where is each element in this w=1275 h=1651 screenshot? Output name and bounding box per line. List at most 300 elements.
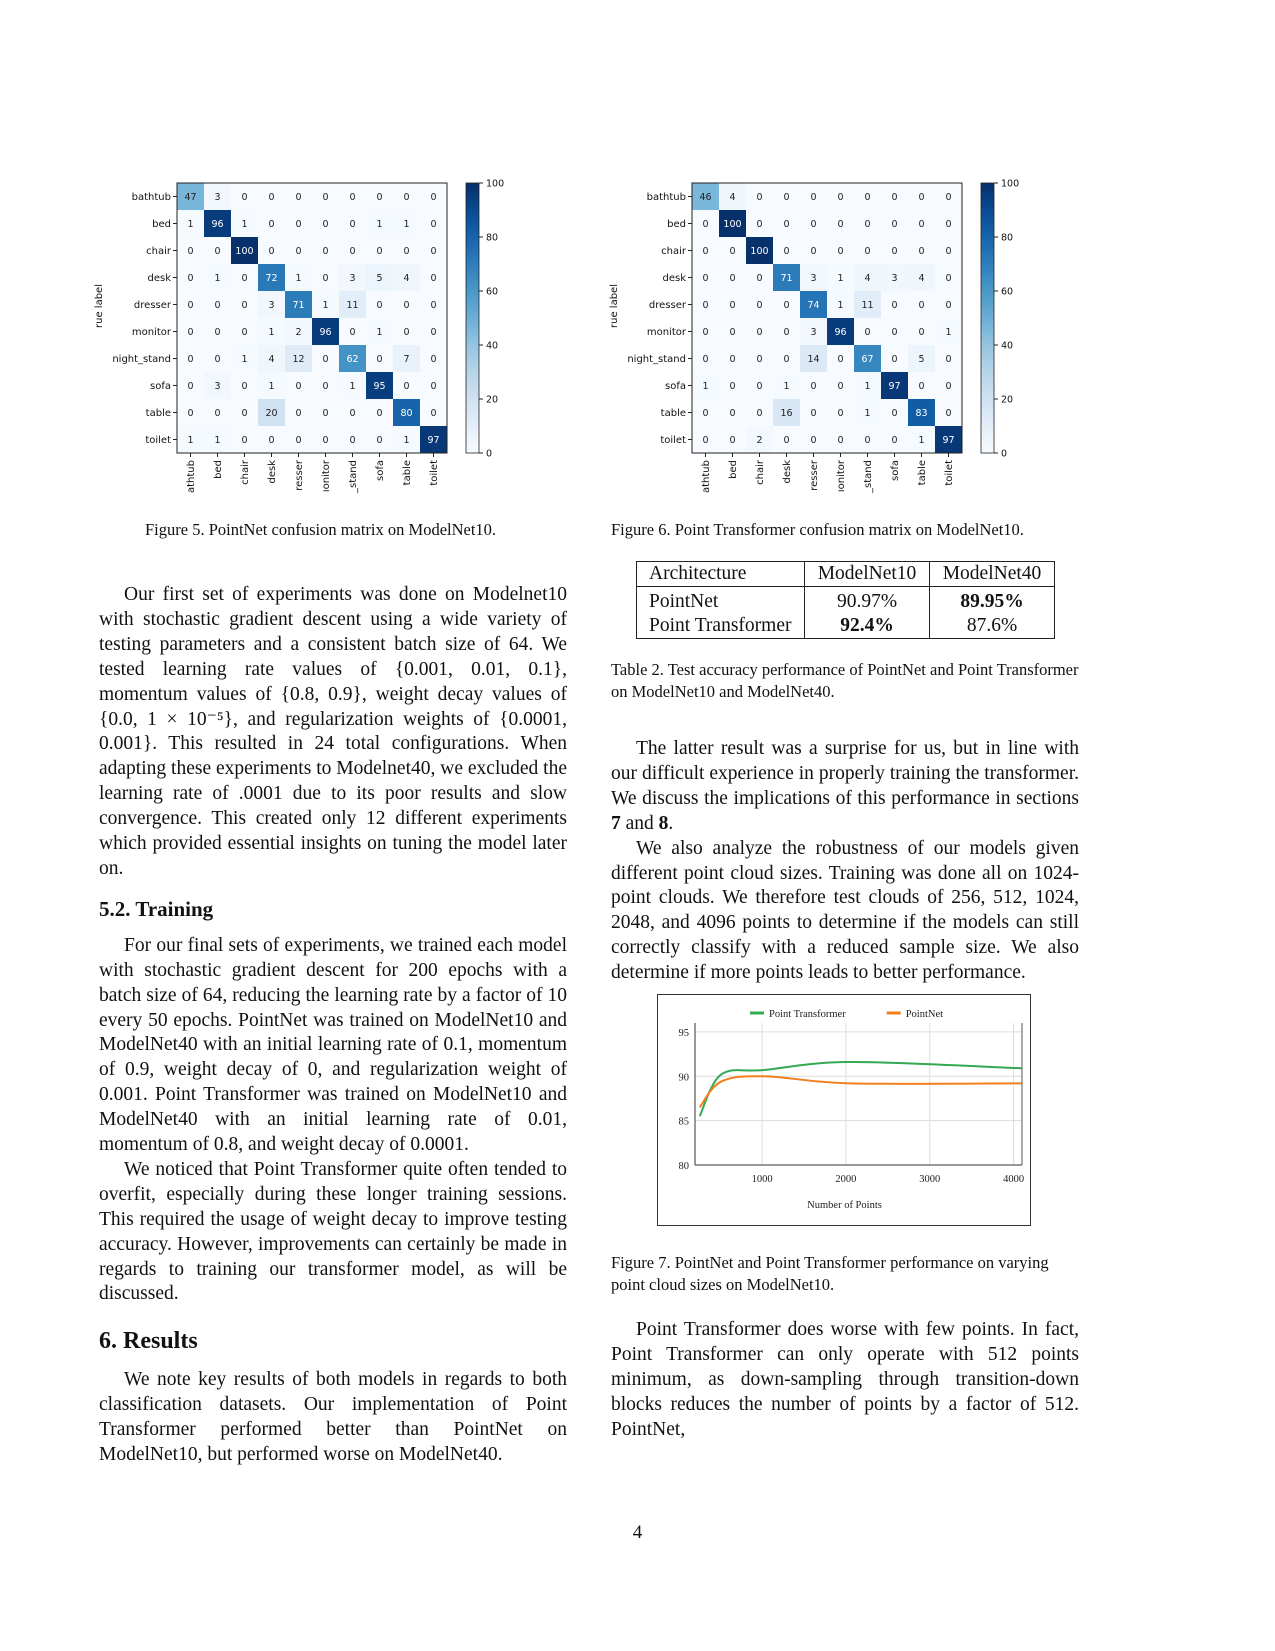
x-tick-label: sofa bbox=[890, 460, 901, 481]
y-tick-label: bed bbox=[152, 219, 171, 230]
cell-value: 0 bbox=[187, 327, 194, 338]
y-tick-label: bathtub bbox=[131, 192, 171, 203]
cell-value: 100 bbox=[750, 246, 769, 257]
cell-value: 7 bbox=[403, 354, 410, 365]
x-tick-label: 1000 bbox=[751, 1174, 773, 1185]
table-2 bbox=[636, 561, 1055, 639]
table-row bbox=[637, 614, 1055, 639]
cell-value: 1 bbox=[702, 381, 709, 392]
cell-value: 0 bbox=[430, 192, 437, 203]
cell-value: 0 bbox=[783, 300, 790, 311]
cell-value: 1 bbox=[214, 273, 221, 284]
cell-arch: PointNet bbox=[637, 587, 805, 615]
cell-value: 0 bbox=[187, 246, 194, 257]
paragraph-experiments: Our first set of experiments was done on Modelnet10 with stochastic gradient descent using a wide variety of testing parameters and a consistent batch size of 64. We tested learning rate values of {0.001, 0.01, 0.1}, momentum values of {0.8, 0.9}, weight decay values of {0.0, 1 × 10⁻⁵}, and regularization weights of {0.0001, 0.001}. This resulted in 24 total configurations. When adapting these experiments to Modelnet40, we excluded the learning rate of .0001 due to its poor results and slow convergence. This created only 12 different experiments which provided essential insights on tuning the model later on. bbox=[99, 584, 567, 879]
cell-value: 0 bbox=[187, 354, 194, 365]
cell-value: 0 bbox=[891, 192, 898, 203]
cell-value: 0 bbox=[702, 435, 709, 446]
cell-value: 47 bbox=[184, 192, 197, 203]
cell-value: 0 bbox=[702, 354, 709, 365]
colorbar-tick-label: 60 bbox=[1001, 286, 1014, 298]
cell-value: 97 bbox=[427, 435, 440, 446]
cell-value: 0 bbox=[430, 300, 437, 311]
cell-value: 0 bbox=[891, 246, 898, 257]
cell-value: 100 bbox=[235, 246, 254, 257]
cell-value: 0 bbox=[702, 408, 709, 419]
cell-value: 1 bbox=[864, 408, 871, 419]
cell-value: 0 bbox=[295, 246, 302, 257]
y-tick-label: sofa bbox=[150, 381, 171, 392]
colorbar-tick-label: 80 bbox=[1001, 232, 1014, 244]
colorbar-tick-label: 20 bbox=[486, 394, 499, 406]
figure-6-confusion-matrix bbox=[605, 175, 1045, 510]
x-tick-label: chair bbox=[755, 460, 766, 485]
cell-value: 62 bbox=[346, 354, 359, 365]
cell-value: 1 bbox=[918, 435, 925, 446]
cell-value: 0 bbox=[403, 246, 410, 257]
y-tick-label: monitor bbox=[131, 327, 171, 338]
cell-value: 83 bbox=[915, 408, 928, 419]
section-heading-training: 5.2. Training bbox=[99, 896, 214, 921]
cell-value: 0 bbox=[729, 381, 736, 392]
cell-value: 1 bbox=[403, 219, 410, 230]
y-tick-label: night_stand bbox=[627, 354, 686, 365]
colorbar-tick-label: 100 bbox=[1001, 178, 1020, 190]
paragraph-training: For our final sets of experiments, we trained each model with stochastic gradient descent for 200 epochs with a batch size of 64, reducing the learning rate by a factor of 10 every 50 epochs. PointNet was trained on ModelNet10 and ModelNet40 with an initial learning rate of 0.1, momentum of 0.9, weight decay of 0, and regularization weight of 0.001. Point Transformer was trained on ModelNet10 and ModelNet40 with an initial learning rate of 0.01, momentum of 0.8, and weight decay of 0.0001. bbox=[99, 934, 567, 1156]
cell-value: 16 bbox=[780, 408, 793, 419]
cell-value: 0 bbox=[891, 354, 898, 365]
cell-value: 71 bbox=[292, 300, 305, 311]
cell-value: 0 bbox=[322, 381, 329, 392]
cell-value: 0 bbox=[918, 219, 925, 230]
cell-value: 1 bbox=[187, 219, 194, 230]
x-tick-label: 2000 bbox=[835, 1174, 857, 1185]
cell-value: 0 bbox=[891, 300, 898, 311]
cell-value: 0 bbox=[241, 192, 248, 203]
cell-value: 0 bbox=[891, 219, 898, 230]
figure-7-chart bbox=[657, 994, 1031, 1226]
x-axis-label: Number of Points bbox=[807, 1200, 882, 1211]
cell-value: 0 bbox=[918, 192, 925, 203]
y-tick-label: toilet bbox=[145, 435, 171, 446]
cell-value: 0 bbox=[295, 192, 302, 203]
cell-value: 0 bbox=[729, 246, 736, 257]
text-run: The latter result was a surprise for us, but in line with our difficult experience in properly training the transformer. We discuss the implications of this performance in sections bbox=[611, 738, 1079, 809]
cell-mn40: 87.6% bbox=[930, 614, 1055, 639]
cell-value: 0 bbox=[783, 192, 790, 203]
cell-value: 1 bbox=[349, 381, 356, 392]
colorbar-tick-label: 100 bbox=[486, 178, 505, 190]
x-tick-label: athtub bbox=[186, 460, 197, 493]
cell-value: 11 bbox=[346, 300, 359, 311]
cell-value: 0 bbox=[756, 381, 763, 392]
cell-value: 0 bbox=[241, 381, 248, 392]
left-column bbox=[99, 583, 567, 1468]
cell-mn10: 90.97% bbox=[805, 587, 930, 615]
cell-value: 0 bbox=[810, 246, 817, 257]
cell-value: 4 bbox=[864, 273, 871, 284]
paragraph-results: We note key results of both models in regards to both classification datasets. Our implementation of Point Transformer performed better than PointNet on ModelNet10, but performed worse on ModelNet40. bbox=[99, 1369, 567, 1465]
cell-value: 0 bbox=[403, 300, 410, 311]
cell-value: 14 bbox=[807, 354, 820, 365]
y-tick-label: table bbox=[145, 408, 171, 419]
cell-value: 4 bbox=[918, 273, 925, 284]
cell-value: 0 bbox=[837, 219, 844, 230]
y-tick-label: 90 bbox=[678, 1072, 689, 1084]
cell-value: 1 bbox=[783, 381, 790, 392]
table-row bbox=[637, 587, 1055, 615]
x-tick-label: _stand bbox=[863, 460, 874, 493]
cell-value: 0 bbox=[241, 300, 248, 311]
cell-value: 0 bbox=[241, 435, 248, 446]
cell-value: 1 bbox=[241, 354, 248, 365]
col-header-modelnet10: ModelNet10 bbox=[805, 562, 930, 587]
cell-value: 0 bbox=[945, 300, 952, 311]
fig6-cells bbox=[692, 183, 962, 453]
cell-value: 0 bbox=[864, 435, 871, 446]
cell-value: 0 bbox=[295, 219, 302, 230]
cell-value: 0 bbox=[376, 408, 383, 419]
cell-value: 0 bbox=[214, 246, 221, 257]
y-tick-label: monitor bbox=[646, 327, 686, 338]
cell-value: 3 bbox=[214, 192, 221, 203]
cell-value: 0 bbox=[783, 354, 790, 365]
cell-value: 0 bbox=[810, 192, 817, 203]
cell-value: 0 bbox=[729, 435, 736, 446]
cell-value: 3 bbox=[810, 327, 817, 338]
cell-value: 0 bbox=[322, 354, 329, 365]
cell-value: 0 bbox=[322, 273, 329, 284]
y-tick-label: night_stand bbox=[112, 354, 171, 365]
cell-value: 0 bbox=[349, 327, 356, 338]
cell-value: 0 bbox=[349, 435, 356, 446]
figure-6-caption: Figure 6. Point Transformer confusion matrix on ModelNet10. bbox=[611, 520, 1024, 539]
y-tick-label: desk bbox=[147, 273, 171, 284]
cell-value: 0 bbox=[810, 381, 817, 392]
cell-value: 97 bbox=[888, 381, 901, 392]
cell-value: 0 bbox=[810, 408, 817, 419]
cell-value: 0 bbox=[864, 327, 871, 338]
cell-mn40-best: 89.95% bbox=[930, 587, 1055, 615]
cell-value: 97 bbox=[942, 435, 955, 446]
cell-value: 0 bbox=[945, 408, 952, 419]
cell-value: 0 bbox=[322, 219, 329, 230]
cell-value: 0 bbox=[756, 300, 763, 311]
cell-value: 71 bbox=[780, 273, 793, 284]
y-axis-label: rue label bbox=[94, 284, 105, 328]
cell-value: 0 bbox=[729, 354, 736, 365]
colorbar-tick-label: 40 bbox=[1001, 340, 1014, 352]
cell-value: 0 bbox=[945, 354, 952, 365]
cell-value: 0 bbox=[376, 354, 383, 365]
cell-value: 72 bbox=[265, 273, 278, 284]
y-tick-label: desk bbox=[662, 273, 686, 284]
figure-5-svg bbox=[90, 175, 530, 505]
right-column-top bbox=[611, 737, 1079, 986]
cell-value: 0 bbox=[430, 273, 437, 284]
cell-value: 0 bbox=[430, 327, 437, 338]
x-tick-label: desk bbox=[267, 460, 278, 484]
cell-value: 0 bbox=[214, 354, 221, 365]
y-tick-label: dresser bbox=[133, 300, 171, 311]
colorbar bbox=[466, 183, 479, 453]
cell-value: 0 bbox=[783, 435, 790, 446]
cell-value: 0 bbox=[430, 381, 437, 392]
table-2-caption: Table 2. Test accuracy performance of PointNet and Point Transformer on ModelNet10 and ModelNet40. bbox=[611, 660, 1079, 701]
cell-value: 0 bbox=[214, 408, 221, 419]
col-header-architecture: Architecture bbox=[637, 562, 805, 587]
x-tick-label: 4000 bbox=[1003, 1174, 1025, 1185]
cell-value: 0 bbox=[756, 273, 763, 284]
cell-value: 0 bbox=[918, 246, 925, 257]
x-tick-label: sofa bbox=[375, 460, 386, 481]
colorbar-tick-label: 60 bbox=[486, 286, 499, 298]
cell-value: 0 bbox=[376, 435, 383, 446]
cell-value: 0 bbox=[430, 219, 437, 230]
cell-value: 0 bbox=[945, 219, 952, 230]
y-axis-label: rue label bbox=[609, 284, 620, 328]
x-tick-label: ıonitor bbox=[836, 460, 847, 493]
y-tick-label: table bbox=[660, 408, 686, 419]
x-tick-label: resser bbox=[294, 460, 305, 491]
x-tick-label: ıonitor bbox=[321, 460, 332, 493]
cell-value: 0 bbox=[918, 300, 925, 311]
paragraph-overfit: We noticed that Point Transformer quite often tended to overfit, especially during these longer training sessions. This required the usage of weight decay to improve testing accuracy. However, improvements can certainly be made in regards to training our transformer model, as will be discussed. bbox=[99, 1158, 567, 1305]
x-tick-label: chair bbox=[240, 460, 251, 485]
cell-value: 0 bbox=[241, 273, 248, 284]
x-tick-label: table bbox=[917, 460, 928, 486]
section-ref-7[interactable]: 7 bbox=[611, 812, 621, 834]
cell-value: 1 bbox=[837, 273, 844, 284]
cell-value: 5 bbox=[918, 354, 925, 365]
cell-value: 0 bbox=[810, 219, 817, 230]
series-line bbox=[700, 1076, 1022, 1107]
cell-value: 0 bbox=[430, 408, 437, 419]
colorbar-tick-label: 0 bbox=[486, 448, 493, 460]
cell-value: 11 bbox=[861, 300, 874, 311]
page-number: 4 bbox=[632, 1522, 643, 1543]
cell-value: 0 bbox=[756, 408, 763, 419]
paragraph-robustness: We also analyze the robustness of our models given different point cloud sizes. Training was done all on 1024-point clouds. We therefore test clouds of 256, 512, 1024, 2048, and 4096 points to determine if the models can still correctly classify with a reduced sample size. We also determine if more points leads to better performance. bbox=[611, 837, 1079, 984]
cell-value: 0 bbox=[241, 327, 248, 338]
cell-value: 0 bbox=[945, 246, 952, 257]
y-tick-label: 85 bbox=[678, 1116, 689, 1128]
col-header-modelnet40: ModelNet40 bbox=[930, 562, 1055, 587]
cell-value: 0 bbox=[729, 408, 736, 419]
cell-value: 0 bbox=[376, 192, 383, 203]
section-ref-8[interactable]: 8 bbox=[658, 812, 669, 834]
cell-value: 0 bbox=[918, 381, 925, 392]
cell-value: 3 bbox=[891, 273, 898, 284]
cell-value: 0 bbox=[783, 327, 790, 338]
figure-6-svg bbox=[605, 175, 1045, 505]
cell-value: 1 bbox=[837, 300, 844, 311]
cell-value: 0 bbox=[756, 354, 763, 365]
cell-value: 1 bbox=[864, 381, 871, 392]
colorbar-tick-label: 40 bbox=[486, 340, 499, 352]
cell-value: 0 bbox=[403, 381, 410, 392]
cell-value: 0 bbox=[756, 327, 763, 338]
cell-value: 1 bbox=[403, 435, 410, 446]
cell-value: 0 bbox=[702, 219, 709, 230]
cell-arch: Point Transformer bbox=[637, 614, 805, 639]
cell-value: 0 bbox=[241, 408, 248, 419]
cell-value: 74 bbox=[807, 300, 820, 311]
cell-value: 0 bbox=[214, 300, 221, 311]
cell-value: 46 bbox=[699, 192, 712, 203]
series-line bbox=[700, 1062, 1022, 1116]
cell-value: 1 bbox=[268, 381, 275, 392]
cell-value: 0 bbox=[945, 273, 952, 284]
cell-value: 0 bbox=[756, 219, 763, 230]
cell-value: 0 bbox=[349, 192, 356, 203]
cell-value: 67 bbox=[861, 354, 874, 365]
cell-value: 0 bbox=[376, 246, 383, 257]
cell-value: 0 bbox=[268, 435, 275, 446]
x-tick-label: 3000 bbox=[919, 1174, 941, 1185]
cell-value: 96 bbox=[319, 327, 332, 338]
cell-value: 0 bbox=[864, 192, 871, 203]
colorbar bbox=[981, 183, 994, 453]
cell-value: 0 bbox=[702, 273, 709, 284]
cell-value: 1 bbox=[241, 219, 248, 230]
cell-value: 1 bbox=[376, 219, 383, 230]
cell-value: 0 bbox=[837, 354, 844, 365]
cell-value: 0 bbox=[268, 246, 275, 257]
cell-value: 0 bbox=[702, 327, 709, 338]
cell-value: 0 bbox=[837, 435, 844, 446]
cell-value: 0 bbox=[187, 408, 194, 419]
cell-value: 0 bbox=[702, 300, 709, 311]
cell-value: 0 bbox=[322, 192, 329, 203]
colorbar-tick-label: 20 bbox=[1001, 394, 1014, 406]
cell-value: 2 bbox=[756, 435, 763, 446]
cell-value: 0 bbox=[403, 192, 410, 203]
cell-value: 0 bbox=[810, 435, 817, 446]
cell-value: 0 bbox=[783, 246, 790, 257]
section-heading-results: 6. Results bbox=[99, 1328, 198, 1355]
cell-value: 0 bbox=[756, 192, 763, 203]
cell-value: 0 bbox=[322, 246, 329, 257]
cell-value: 0 bbox=[702, 246, 709, 257]
y-tick-label: 95 bbox=[678, 1027, 689, 1039]
cell-value: 1 bbox=[376, 327, 383, 338]
cell-value: 0 bbox=[891, 435, 898, 446]
cell-value: 1 bbox=[295, 273, 302, 284]
cell-value: 0 bbox=[918, 327, 925, 338]
cell-value: 0 bbox=[729, 327, 736, 338]
text-run: and bbox=[620, 812, 659, 834]
cell-value: 3 bbox=[214, 381, 221, 392]
cell-value: 0 bbox=[376, 300, 383, 311]
colorbar-tick-label: 80 bbox=[486, 232, 499, 244]
y-tick-label: bed bbox=[667, 219, 686, 230]
cell-value: 4 bbox=[268, 354, 275, 365]
cell-value: 12 bbox=[292, 354, 305, 365]
cell-value: 1 bbox=[945, 327, 952, 338]
cell-value: 0 bbox=[349, 246, 356, 257]
x-tick-label: toilet bbox=[944, 460, 955, 486]
cell-value: 0 bbox=[837, 408, 844, 419]
cell-value: 0 bbox=[322, 408, 329, 419]
cell-value: 0 bbox=[349, 408, 356, 419]
y-tick-label: sofa bbox=[665, 381, 686, 392]
cell-value: 0 bbox=[349, 219, 356, 230]
cell-value: 0 bbox=[430, 354, 437, 365]
fig5-cells bbox=[177, 183, 447, 453]
cell-value: 80 bbox=[400, 408, 413, 419]
cell-value: 0 bbox=[187, 381, 194, 392]
y-tick-label: dresser bbox=[648, 300, 686, 311]
cell-value: 3 bbox=[810, 273, 817, 284]
cell-value: 0 bbox=[783, 219, 790, 230]
y-tick-label: toilet bbox=[660, 435, 686, 446]
figure-7-svg bbox=[658, 995, 1030, 1225]
cell-value: 0 bbox=[864, 219, 871, 230]
cell-value: 1 bbox=[268, 327, 275, 338]
cell-value: 0 bbox=[187, 273, 194, 284]
y-tick-label: 80 bbox=[678, 1161, 689, 1172]
x-tick-label: toilet bbox=[429, 460, 440, 486]
cell-value: 0 bbox=[945, 381, 952, 392]
cell-value: 0 bbox=[864, 246, 871, 257]
cell-value: 4 bbox=[403, 273, 410, 284]
cell-value: 0 bbox=[729, 273, 736, 284]
x-tick-label: _stand bbox=[348, 460, 359, 493]
x-tick-label: resser bbox=[809, 460, 820, 491]
results-table bbox=[636, 561, 1055, 639]
figure-5-confusion-matrix bbox=[90, 175, 530, 510]
cell-value: 96 bbox=[211, 219, 224, 230]
x-tick-label: desk bbox=[782, 460, 793, 484]
cell-value: 0 bbox=[891, 327, 898, 338]
x-tick-label: table bbox=[402, 460, 413, 486]
y-tick-label: chair bbox=[661, 246, 686, 257]
cell-value: 0 bbox=[187, 300, 194, 311]
cell-value: 0 bbox=[945, 192, 952, 203]
cell-value: 0 bbox=[295, 408, 302, 419]
cell-value: 1 bbox=[322, 300, 329, 311]
cell-value: 0 bbox=[430, 246, 437, 257]
cell-value: 95 bbox=[373, 381, 386, 392]
cell-value: 0 bbox=[268, 192, 275, 203]
figure-5-caption: Figure 5. PointNet confusion matrix on ModelNet10. bbox=[145, 520, 497, 539]
cell-value: 0 bbox=[891, 408, 898, 419]
cell-value: 4 bbox=[729, 192, 736, 203]
cell-value: 20 bbox=[265, 408, 278, 419]
paragraph-latter-result bbox=[611, 737, 1079, 837]
cell-value: 0 bbox=[837, 192, 844, 203]
right-column-bottom bbox=[611, 1318, 1079, 1443]
cell-value: 3 bbox=[268, 300, 275, 311]
cell-value: 0 bbox=[295, 435, 302, 446]
cell-value: 0 bbox=[322, 435, 329, 446]
legend-label: PointNet bbox=[905, 1009, 944, 1020]
cell-value: 5 bbox=[376, 273, 383, 284]
cell-value: 1 bbox=[214, 435, 221, 446]
cell-value: 3 bbox=[349, 273, 356, 284]
figure-7-caption: Figure 7. PointNet and Point Transformer performance on varying point cloud sizes on ModelNet10. bbox=[611, 1253, 1049, 1294]
x-tick-label: bed bbox=[213, 460, 224, 479]
cell-value: 0 bbox=[295, 381, 302, 392]
legend-label: Point Transformer bbox=[769, 1009, 846, 1020]
cell-value: 0 bbox=[268, 219, 275, 230]
x-tick-label: bed bbox=[728, 460, 739, 479]
cell-mn10-best: 92.4% bbox=[805, 614, 930, 639]
cell-value: 100 bbox=[723, 219, 742, 230]
cell-value: 0 bbox=[837, 246, 844, 257]
y-tick-label: bathtub bbox=[646, 192, 686, 203]
